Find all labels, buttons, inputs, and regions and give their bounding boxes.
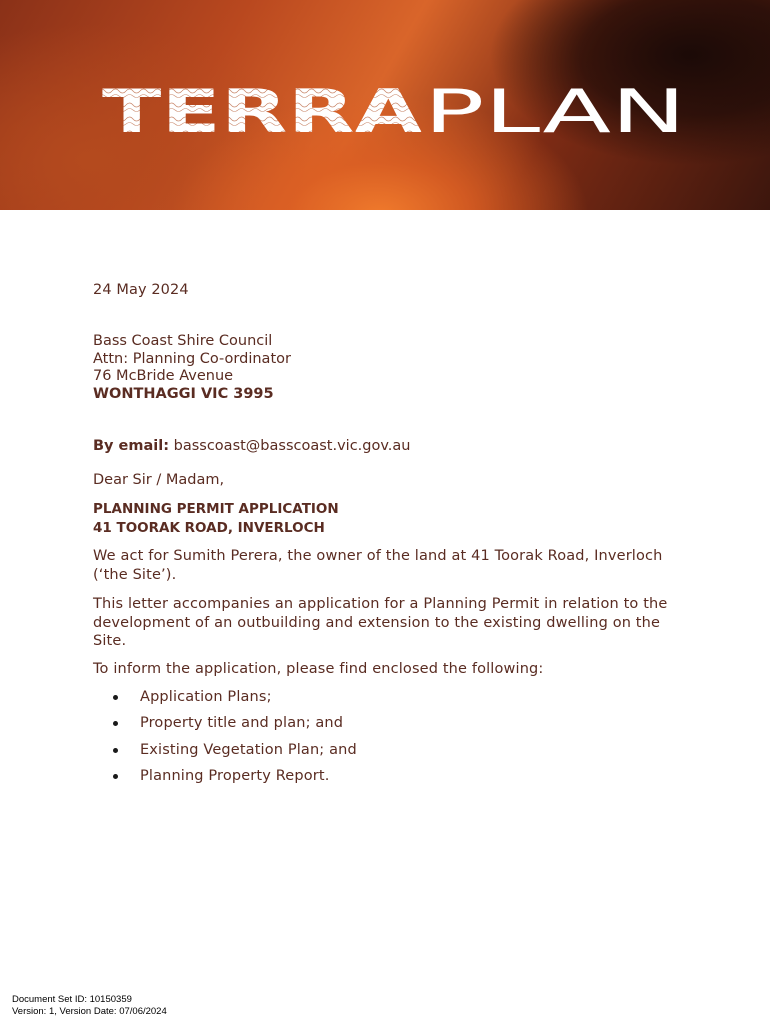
- bullet-icon: [113, 748, 118, 753]
- document-set-id: Document Set ID: 10150359: [12, 994, 132, 1005]
- recipient-address: [93, 333, 291, 403]
- list-item: [113, 715, 357, 741]
- header-banner: [0, 0, 770, 210]
- document-version: Version: 1, Version Date: 07/06/2024: [12, 1005, 167, 1017]
- enclosure-label: Existing Vegetation Plan; and: [140, 741, 357, 758]
- subject-heading: [93, 500, 339, 538]
- bullet-icon: [113, 695, 118, 700]
- paragraph-owner: We act for Sumith Perera, the owner of the land at 41 Toorak Road, Inverloch (‘the Site’).: [93, 548, 663, 583]
- paragraph-purpose: This letter accompanies an application for a Planning Permit in relation to the development of an outbuilding and extension to the existing dwelling on the Site.: [93, 596, 668, 649]
- document-footer: [12, 994, 167, 1017]
- address-line-suburb: WONTHAGGI VIC 3995: [93, 385, 274, 402]
- letter-date: 24 May 2024: [93, 282, 189, 298]
- bullet-icon: [113, 721, 118, 726]
- paragraph-enclosures-intro: To inform the application, please find enclosed the following:: [93, 661, 544, 677]
- enclosure-label: Planning Property Report.: [140, 767, 330, 784]
- address-line-street: 76 McBride Avenue: [93, 368, 234, 384]
- list-item: [113, 768, 357, 794]
- subject-line-1: PLANNING PERMIT APPLICATION: [93, 501, 339, 517]
- enclosure-label: Application Plans;: [140, 689, 272, 705]
- terraplan-logo: [0, 0, 770, 210]
- email-line: [93, 438, 411, 454]
- address-line-council: Bass Coast Shire Council: [93, 333, 273, 349]
- logo-plan: PLAN: [424, 77, 686, 147]
- address-line-attn: Attn: Planning Co-ordinator: [93, 350, 291, 367]
- bullet-icon: [113, 774, 118, 779]
- list-item: [113, 689, 357, 715]
- logo-terra: TERRA: [102, 77, 423, 147]
- email-label: By email:: [93, 438, 170, 454]
- enclosure-label: Property title and plan; and: [140, 715, 344, 732]
- subject-line-2: 41 TOORAK ROAD, INVERLOCH: [93, 520, 325, 536]
- enclosure-list: [113, 689, 357, 794]
- list-item: [113, 742, 357, 768]
- email-address: basscoast@basscoast.vic.gov.au: [173, 438, 411, 454]
- salutation: Dear Sir / Madam,: [93, 472, 225, 488]
